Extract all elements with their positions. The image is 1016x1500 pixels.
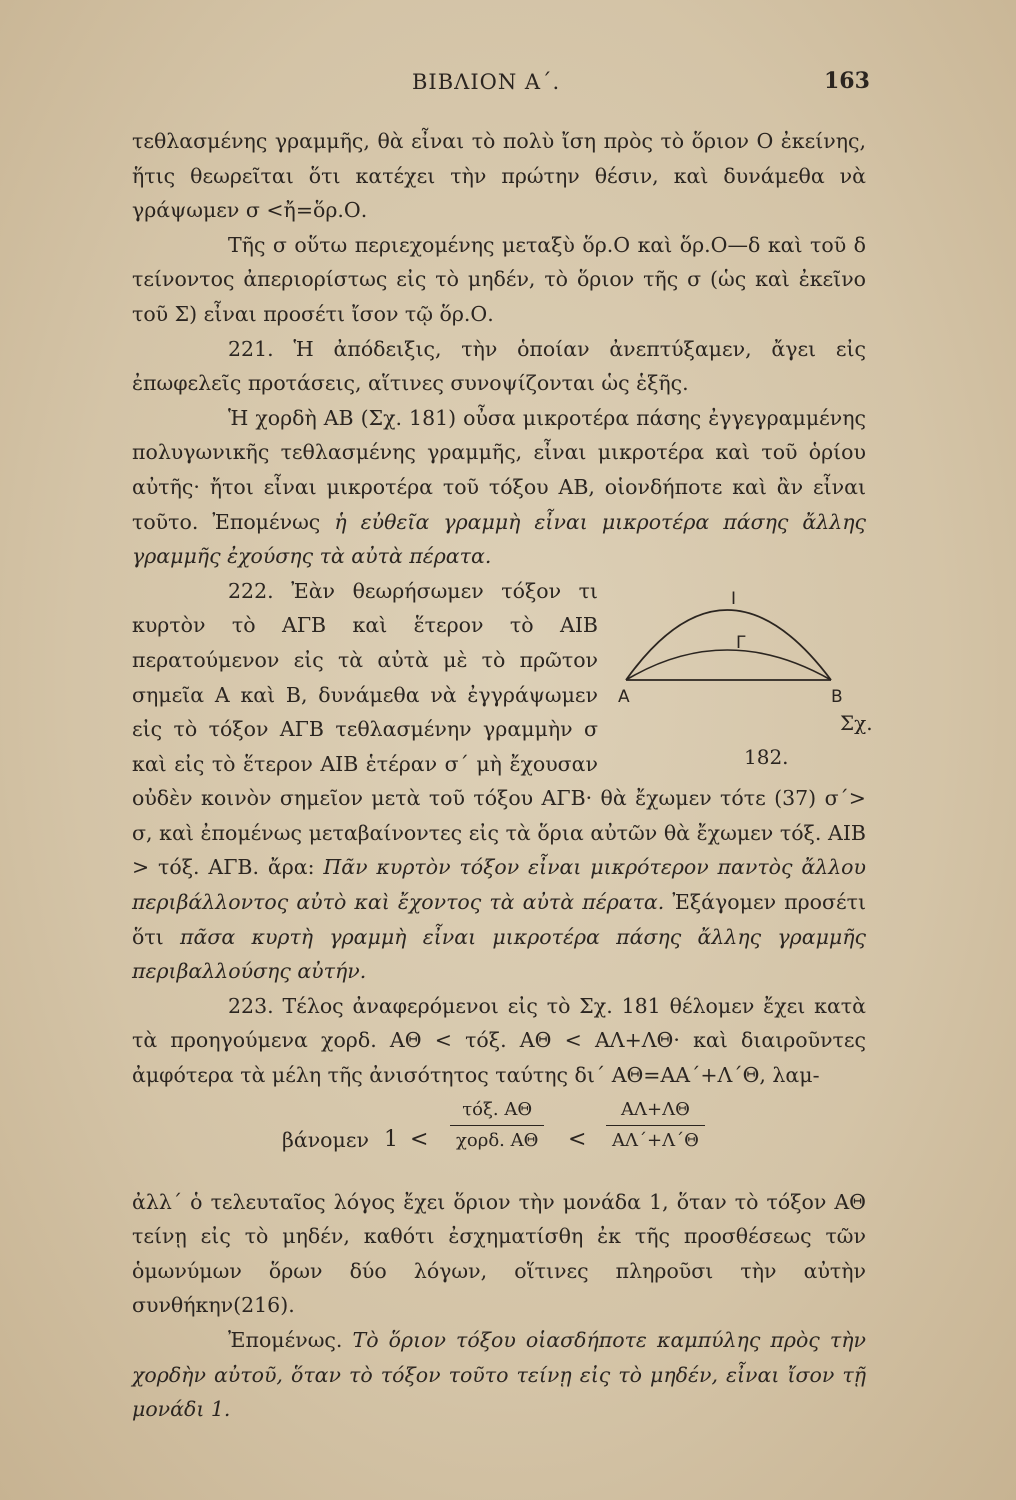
paragraph-222: [132, 574, 873, 989]
inequality-formula: [132, 1095, 866, 1179]
paragraph-1: [132, 124, 866, 228]
paragraph-222-text: Ἐὰν θεωρήσωμεν τόξον τι κυρτὸν τὸ ΑΓΒ καὶ ἕτερον τὸ ΑΙΒ περατούμενον εἰς τὰ αὐτὰ μὲ τὸ πρῶτον σημεῖα Α καὶ Β, δυνάμεθα νὰ ἐγγράψωμεν εἰς τὸ τόξον ΑΓΒ τεθλασμένην γραμμὴν σ καὶ εἰς τὸ ἕτερον ΑΙΒ ἑτέραν σ΄ μὴ ἔχουσαν οὐδὲν κοινὸν σημεῖον μετὰ τοῦ τόξου ΑΓΒ· θὰ ἔχωμεν τότε (37) σ΄> σ, καὶ ἐπομένως μεταβαίνοντες εἰς τὰ ὅρια αὐτῶν θὰ ἔχωμεν τόξ. ΑΙΒ > τόξ. ΑΓΒ. ἄρα:: [132, 578, 866, 880]
formula-less-than-1: <: [410, 1126, 429, 1152]
fraction-2-denominator: ΑΛ΄+Λ΄Θ: [612, 1129, 699, 1151]
outer-arc-AIB: [626, 610, 831, 680]
body-text: [132, 124, 873, 1427]
section-number-221: 221.: [228, 336, 274, 361]
theorem-straight-line: ἡ εὐθεῖα γραμμὴ εἶναι μικροτέρα πάσης ἄλλης γραμμῆς ἐχούσης τὰ αὐτὰ πέρατα.: [132, 509, 866, 569]
label-A: Α: [618, 686, 630, 707]
paragraph-conclusion-text: ἀλλ΄ ὁ τελευταῖος λόγος ἔχει ὅριον τὴν μονάδα 1, ὅταν τὸ τόξον ΑΘ τείνῃ εἰς τὸ μηδέν, καθότι ἐσχηματίσθη ἐκ τῆς προσθέσεως τῶν ὁμωνύμων ὅρων δύο λόγων, οἵτινες πληροῦσι τὴν αὐτὴν συνθήκην(216).: [132, 1189, 866, 1318]
paragraph-1-text: τεθλασμένης γραμμῆς, θὰ εἶναι τὸ πολὺ ἴση πρὸς τὸ ὅριον Ο ἐκείνης, ἥτις θεωρεῖται ὅτι κατέχει τὴν πρώτην θέσιν, καὶ δυνάμεθα νὰ γράψωμεν σ <ἤ=ὅρ.Ο.: [132, 129, 866, 223]
paragraph-222-tail: Ἐξάγομεν προσέτι ὅτι: [132, 890, 866, 949]
running-title: ΒΙΒΛΙΟΝ Α΄.: [412, 70, 561, 94]
page-number: 163: [824, 68, 870, 94]
formula-lead-word: βάνομεν: [282, 1127, 369, 1152]
inner-arc-AGB: [626, 650, 831, 680]
fraction-1-numerator: τόξ. ΑΘ: [450, 1095, 544, 1126]
label-I: Ι: [731, 588, 737, 609]
figure-182-diagram: [616, 580, 866, 710]
paragraph-221-text: Ἡ ἀπόδειξις, τὴν ὁποίαν ἀνεπτύξαμεν, ἄγει εἰς ἐπωφελεῖς προτάσεις, αἵτινες συνοψίζονται ὡς ἑξῆς.: [132, 336, 866, 396]
paragraph-2-text: Τῆς σ οὕτω περιεχομένης μεταξὺ ὅρ.Ο καὶ ὅρ.Ο—δ καὶ τοῦ δ τείνοντος ἀπεριορίστως εἰς τὸ μηδέν, τὸ ὅριον τῆς σ (ὡς καὶ ἐκεῖνο τοῦ Σ) εἶναι προσέτι ἴσον τῷ ὅρ.Ο.: [132, 232, 866, 326]
theorem-convex-arc: Πᾶν κυρτὸν τόξον εἶναι μικρότερον παντὸς ἄλλου περιβάλλοντος αὐτὸ καὶ ἔχοντος τὰ αὐτὰ πέρατα.: [132, 855, 866, 915]
paragraph-223: [132, 989, 866, 1093]
page-header: [0, 64, 1016, 104]
fraction-sum: [606, 1095, 705, 1156]
label-G: Γ: [736, 632, 746, 653]
formula-one: 1: [384, 1126, 398, 1152]
section-number-222: 222.: [228, 578, 274, 603]
fraction-1-denominator: χορδ. ΑΘ: [456, 1129, 539, 1151]
figure-caption: Σχ. 182.: [744, 710, 873, 770]
theorem-arc-chord-limit: Τὸ ὅριον τόξου οἱασδήποτε καμπύλης πρὸς τὴν χορδὴν αὐτοῦ, ὅταν τὸ τόξον τοῦτο τείνῃ εἰς τὸ μηδέν, εἶναι ἴσον τῇ μονάδι 1.: [132, 1328, 866, 1422]
paragraph-chord-text: Ἡ χορδὴ ΑΒ (Σχ. 181) οὖσα μικροτέρα πάσης ἐγγεγραμμένης πολυγωνικῆς τεθλασμένης γραμμῆς, εἶναι μικροτέρα καὶ τοῦ ὁρίου αὐτῆς· ἤτοι εἶναι μικροτέρα τοῦ τόξου ΑΒ, οἱονδήποτε καὶ ἂν εἶναι τοῦτο. Ἐπομένως: [132, 405, 866, 534]
paragraph-final: [132, 1323, 866, 1427]
fraction-2-numerator: ΑΛ+ΛΘ: [606, 1095, 705, 1126]
paragraph-conclusion: [132, 1185, 866, 1323]
figure-182: [616, 580, 873, 770]
formula-less-than-2: <: [568, 1126, 587, 1152]
paragraph-223-text: Τέλος ἀναφερόμενοι εἰς τὸ Σχ. 181 θέλομεν ἔχει κατὰ τὰ προηγούμενα χορδ. ΑΘ < τόξ. ΑΘ < ΑΛ+ΛΘ· καὶ διαιροῦντες ἀμφότερα τὰ μέλη τῆς ἀνισότητος ταύτης δι΄ ΑΘ=ΑΑ΄+Λ΄Θ, λαμ-: [132, 993, 866, 1088]
theorem-convex-line: πᾶσα κυρτὴ γραμμὴ εἶναι μικροτέρα πάσης ἄλλης γραμμῆς περιβαλλούσης αὐτήν.: [132, 924, 866, 984]
section-number-223: 223.: [228, 993, 274, 1018]
paragraph-2: [132, 228, 866, 332]
label-B: Β: [831, 686, 843, 707]
paragraph-chord: [132, 401, 866, 574]
paragraph-221: [132, 332, 866, 401]
final-lead-word: Ἐπομένως.: [228, 1328, 343, 1352]
fraction-arc-over-chord: [450, 1095, 544, 1156]
